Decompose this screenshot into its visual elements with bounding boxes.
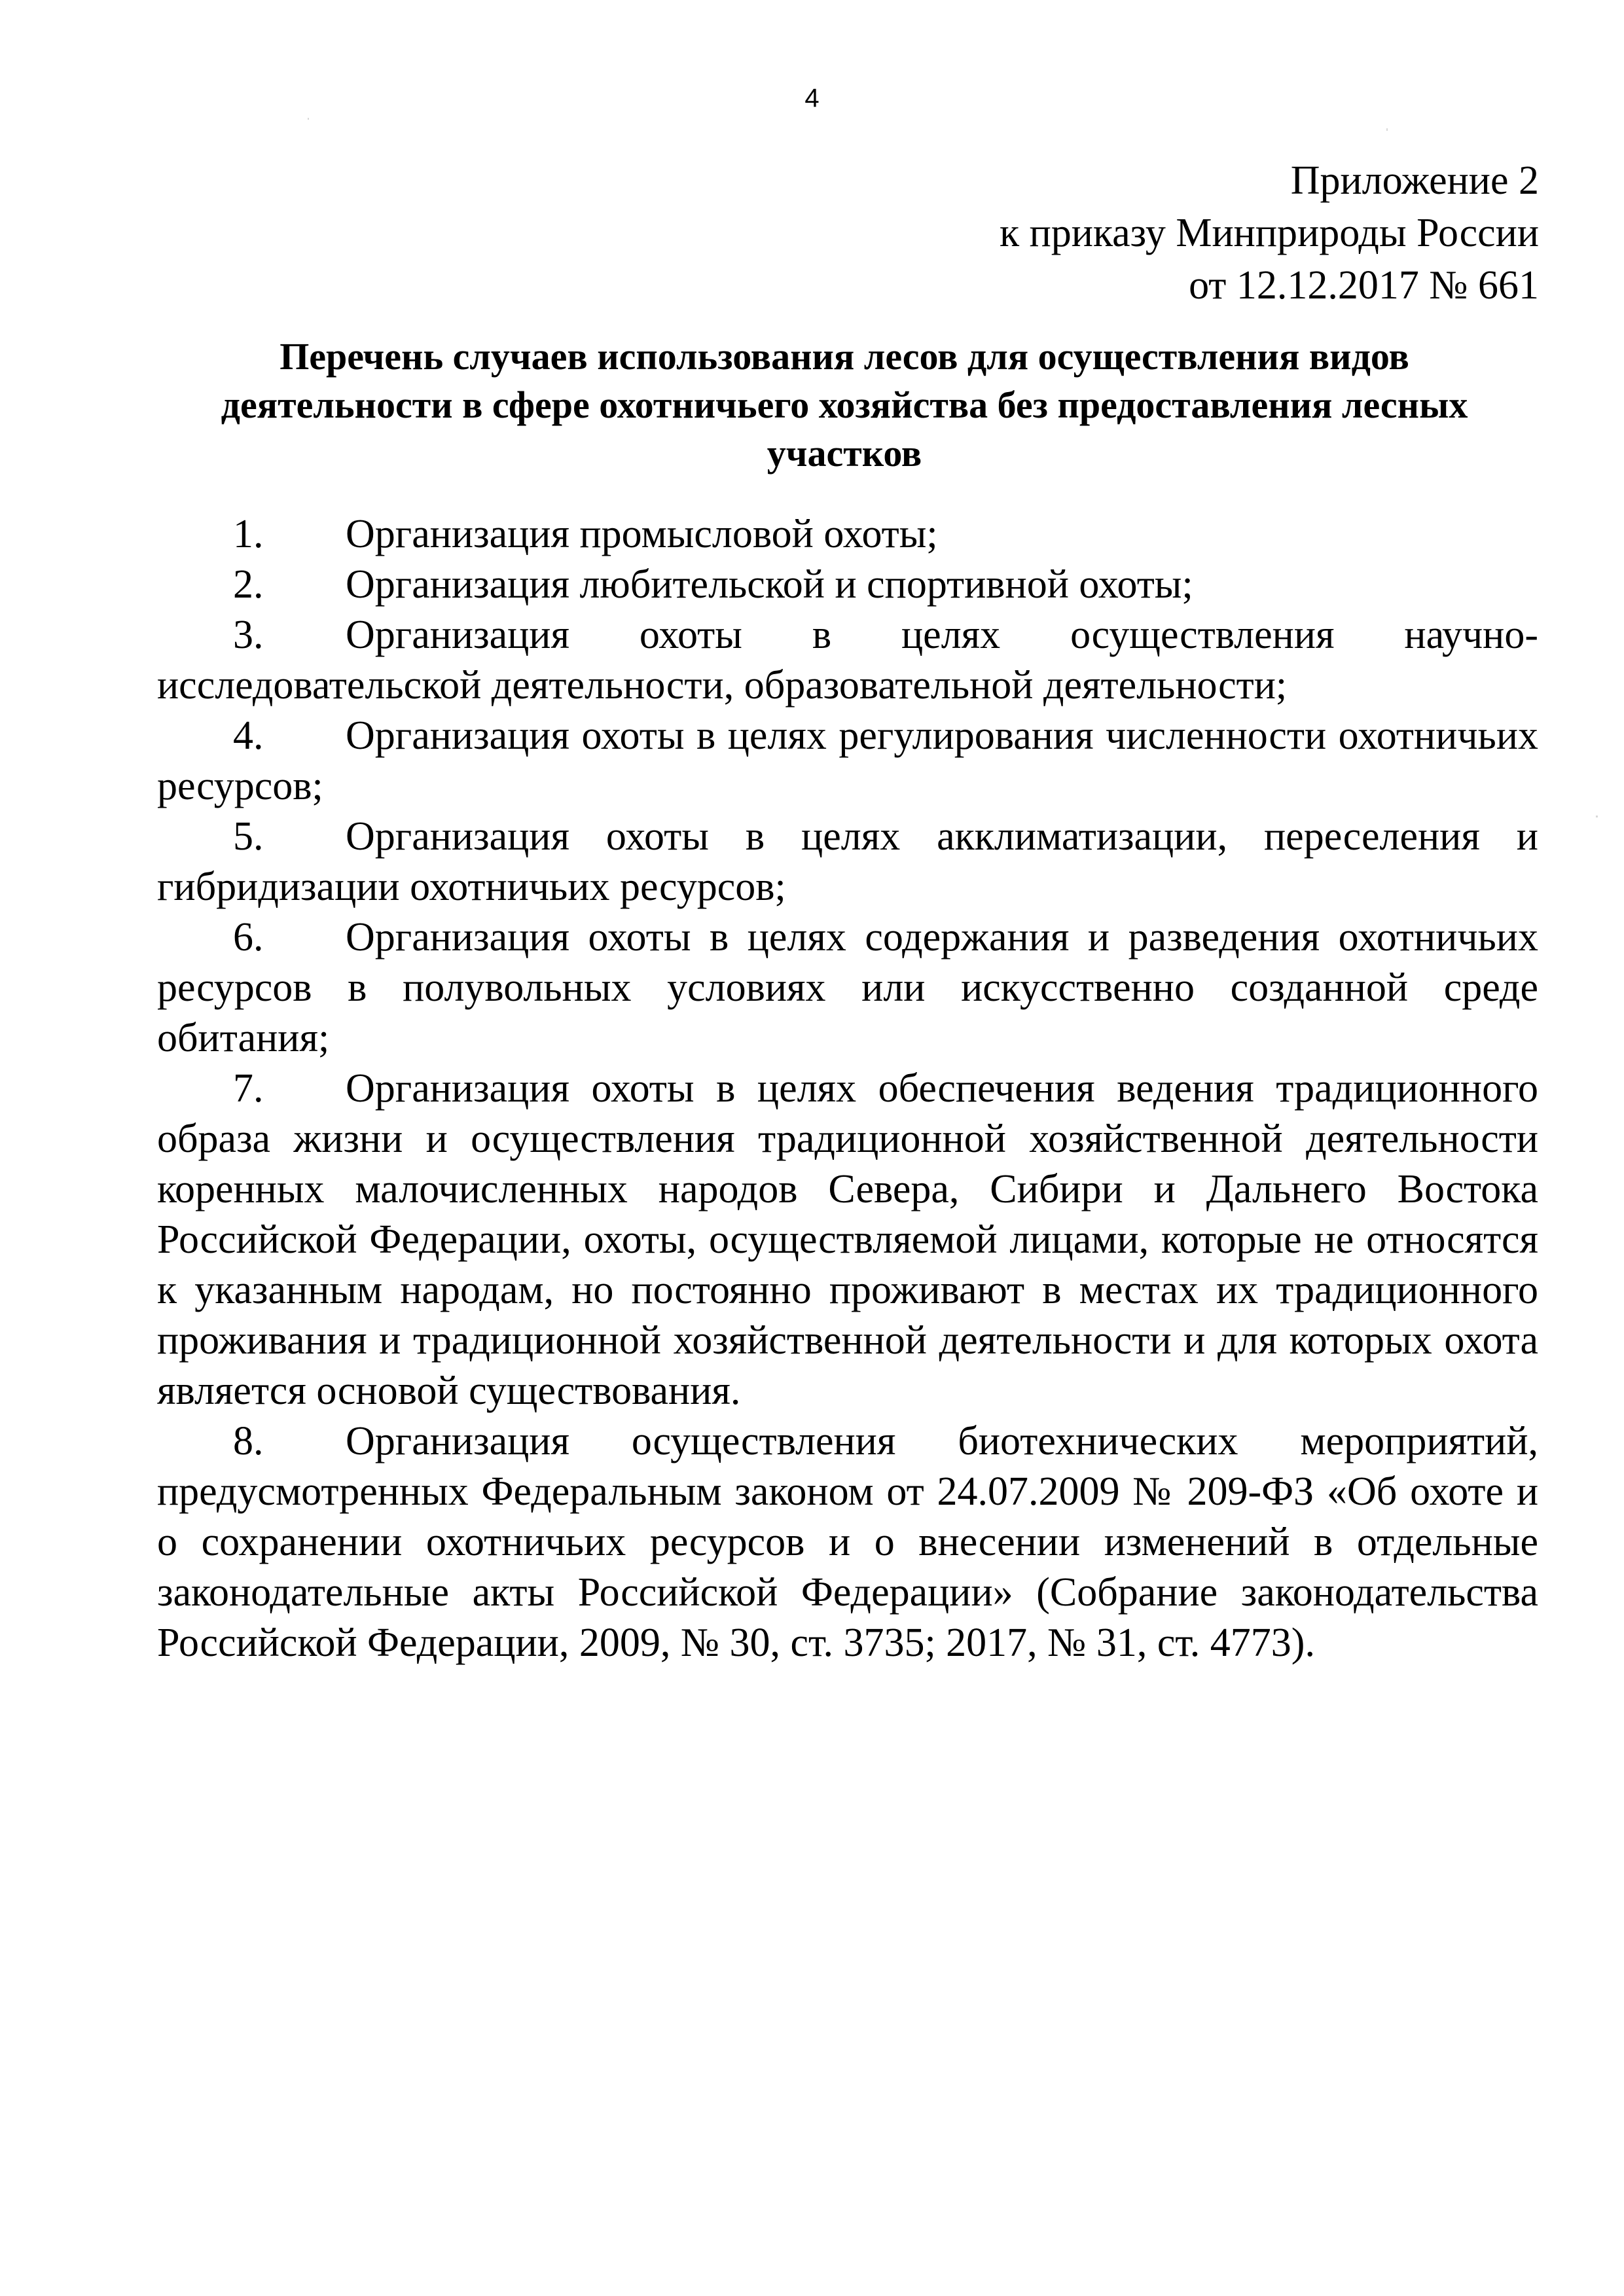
item-number: 5. [233, 814, 264, 859]
item-text: Организация охоты в целях акклиматизации, переселения и гибридизации охотничьих ресурсов; [157, 814, 1538, 909]
appendix-line-3: от 12.12.2017 № 661 [1189, 263, 1539, 308]
document-title: Перечень случаев использования лесов для осуществления видов деятельности в сфере охотничьего хозяйства без предоставления лесных участков [221, 335, 1468, 475]
list-item [157, 912, 1538, 1064]
item-number: 6. [233, 915, 264, 960]
appendix-line-2: к приказу Минприроды России [999, 211, 1539, 255]
item-number: 7. [233, 1066, 264, 1111]
appendix-header [688, 154, 1539, 312]
list-item [157, 1416, 1538, 1668]
scan-speck [308, 118, 309, 120]
list-item [157, 1064, 1538, 1416]
item-number: 3. [233, 613, 264, 657]
items-list [157, 509, 1538, 1668]
item-text: Организация промысловой охоты; [346, 512, 938, 556]
list-item [157, 610, 1538, 711]
item-text: Организация охоты в целях регулирования численности охотничьих ресурсов; [157, 713, 1538, 808]
list-item [157, 812, 1538, 912]
page-number: 4 [804, 84, 820, 113]
item-text: Организация осуществления биотехнических мероприятий, предусмотренных Федеральным законом от 24.07.2009 № 209-ФЗ «Об охоте и о сохранении охотничьих ресурсов и о внесении изменений в отдельные законодательные акты Российской Федерации» (Собрание законодательства Российской Федерации, 2009, № 30, ст. 3735; 2017, № 31, ст. 4773). [157, 1419, 1538, 1665]
item-text: Организация охоты в целях осуществления научно-исследовательской деятельности, образовательной деятельности; [157, 613, 1538, 708]
scan-speck [1596, 816, 1598, 817]
list-item [157, 711, 1538, 812]
list-item [157, 560, 1538, 610]
item-number: 8. [233, 1419, 264, 1463]
item-number: 1. [233, 512, 264, 556]
item-text: Организация охоты в целях содержания и разведения охотничьих ресурсов в полувольных условиях или искусственно созданной среде обитания; [157, 915, 1538, 1060]
item-text: Организация охоты в целях обеспечения ведения традиционного образа жизни и осуществления традиционной хозяйственной деятельности коренных малочисленных народов Севера, Сибири и Дальнего Востока Российской Федерации, охоты, осуществляемой лицами, которые не относятся к указанным народам, но постоянно проживают в местах их традиционного проживания и традиционной хозяйственной деятельности и для которых охота является основой существования. [157, 1066, 1538, 1413]
item-text: Организация любительской и спортивной охоты; [346, 562, 1193, 607]
list-item [157, 509, 1538, 560]
item-number: 2. [233, 562, 264, 607]
appendix-line-1: Приложение 2 [1290, 158, 1539, 203]
item-number: 4. [233, 713, 264, 758]
scan-speck [1386, 128, 1388, 131]
